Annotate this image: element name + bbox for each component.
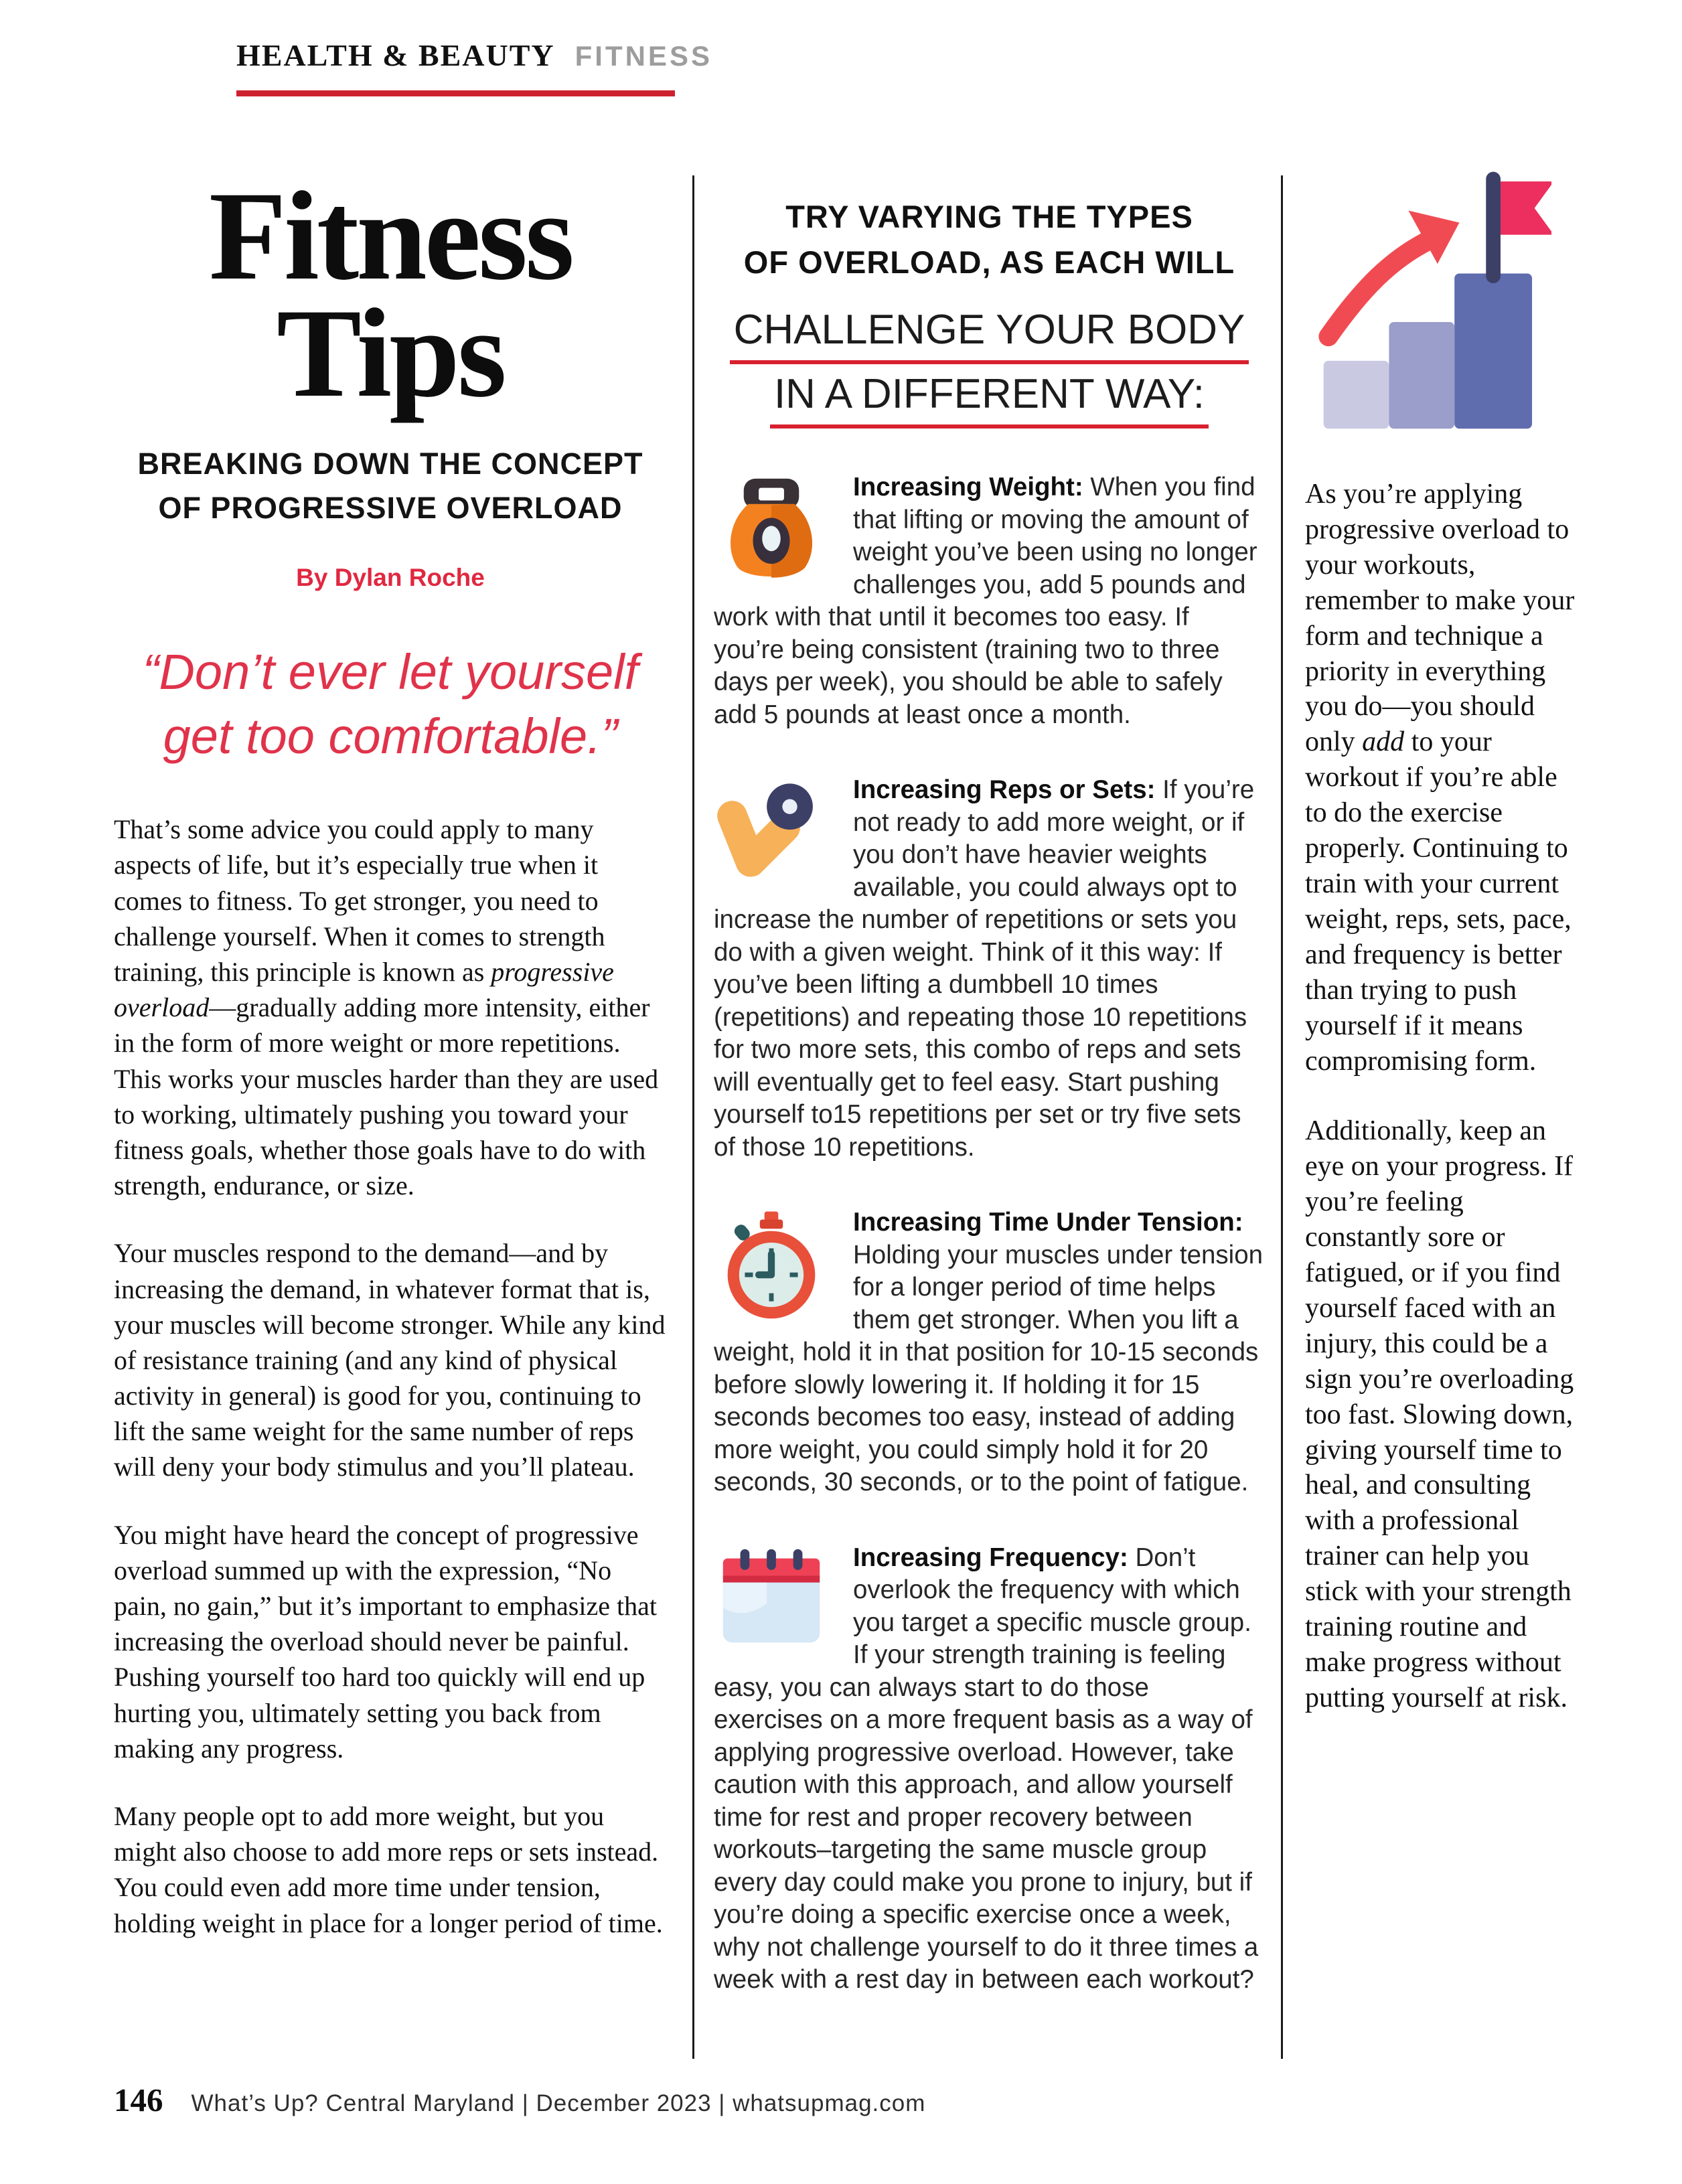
article-columns — [114, 166, 1580, 1997]
subtitle-line2: OF PROGRESSIVE OVERLOAD — [158, 490, 623, 525]
page-title-line2: Tips — [277, 283, 504, 424]
byline: By Dylan Roche — [296, 563, 485, 591]
category-label: FITNESS — [575, 40, 712, 72]
paragraph-italic-text: progressive overload — [114, 957, 614, 1023]
calendar-icon — [714, 1545, 829, 1660]
tip-text: Holding your muscles under tension for a longer period of time helps them get stronger. When you lift a weight, hold it in that position for 10-15 seconds before slowly lowering it. If holding it for 15 seconds becomes too easy, instead of adding more weight, you could simply hold it for 20 seconds, 30 seconds, or to the point of fatigue. — [714, 1240, 1264, 1497]
tip-text: If you’re not ready to add more weight, or if you don’t have heavier weights available, you could always opt to increase the number of repetitions or sets you do with a given weight. Think of it this way: If you’ve been lifting a dumbbell 10 times (repetitions) and repeating those 10 repetitions for two more sets, this combo of reps and sets will eventually get to feel easy. Start pushing yourself to15 repetitions per set or try five sets of those 10 repetitions. — [714, 775, 1255, 1162]
middle-header-bold-line2: OF OVERLOAD, AS EACH WILL — [743, 244, 1235, 281]
paragraph-italic-text: add — [1362, 726, 1405, 758]
paragraph-text: —gradually adding more intensity, either in the form of more weight or more repetitions. This works your muscles harder than they are used to working, ultimately pushing you toward your fitness goals, whether those goals have to do with strength, endurance, or size. — [114, 992, 659, 1201]
right-body-text — [1305, 477, 1580, 1716]
red-rule — [236, 90, 675, 96]
tip-increasing-weight — [714, 471, 1265, 731]
growth-stairs-icon — [1309, 165, 1551, 441]
article-subtitle — [114, 442, 667, 530]
footer-info: What’s Up? Central Maryland | December 2023 | whatsupmag.com — [191, 2090, 926, 2116]
pull-quote-line2: get too comfortable.” — [163, 708, 618, 765]
middle-header-light-line2: IN A DIFFERENT WAY: — [770, 374, 1209, 428]
page-number: 146 — [114, 2082, 163, 2118]
subtitle-line1: BREAKING DOWN THE CONCEPT — [137, 446, 643, 481]
middle-column — [694, 175, 1282, 1997]
middle-header-light — [714, 300, 1265, 428]
tip-text: When you find that lifting or moving the amount of weight you’ve been using no longer challenges you, add 5 pounds and work with that until it becomes too easy. If you’re being consistent (training two to three days per week), you should be able to safely add 5 pounds at least once a month. — [714, 473, 1257, 729]
left-paragraph-1 — [114, 811, 667, 1203]
paragraph-text: As you’re applying progressive overload to your workouts, remember to make your form and technique a priority in everything you do—you should only — [1305, 479, 1575, 758]
tip-increasing-time-under-tension — [714, 1206, 1265, 1499]
left-paragraph-2: Your muscles respond to the demand—and by increasing the demand, in whatever format that is, your muscles will become stronger. While any kind of resistance training (and any kind of physical activity in general) is good for you, continuing to lift the same weight for the same number of reps will deny your body stimulus and you’ll plateau. — [114, 1238, 666, 1482]
left-paragraph-4: Many people opt to add more weight, but you might also choose to add more reps or sets instead. You could even add more time under tension, holding weight in place for a longer period of time. — [114, 1800, 663, 1938]
left-body-text — [114, 811, 667, 1940]
middle-header-bold — [714, 194, 1265, 285]
right-column — [1282, 175, 1580, 1716]
left-column — [114, 166, 694, 1941]
pull-quote-line1: “Don’t ever let yourself — [142, 643, 639, 700]
pull-quote — [114, 640, 667, 769]
stopwatch-icon — [714, 1209, 829, 1324]
page-title-line1: Fitness — [209, 166, 572, 307]
tip-increasing-frequency — [714, 1542, 1265, 1997]
tip-label: Increasing Reps or Sets: — [853, 775, 1156, 805]
tip-label: Increasing Time Under Tension: — [853, 1208, 1243, 1237]
right-paragraph-2: Additionally, keep an eye on your progress. If you’re feeling constantly sore or fatigued, or if you find yourself faced with an injury, this could be a sign you’re overloading too fast. Slowing down, giving yourself time to heal, and consulting with a professional trainer can help you stick with your strength training routine and make progress without putting yourself at risk. — [1305, 1115, 1574, 1713]
middle-header-bold-line1: TRY VARYING THE TYPES — [785, 199, 1193, 234]
tip-label: Increasing Frequency: — [853, 1543, 1128, 1572]
flexed-arm-icon — [714, 777, 829, 892]
tip-text: Don’t overlook the frequency with which you target a specific muscle group. If your strength training is feeling easy, you can always start to do those exercises on a more frequent basis as a way of applying progressive overload. However, take caution with this approach, and allow yourself time for rest and proper recovery between workouts–targeting the same muscle group every day could make you prone to injury, but if you’re doing a specific exercise once a week, why not challenge yourself to do it three times a week with a rest day in between each workout? — [714, 1543, 1259, 1995]
middle-header-light-line1: CHALLENGE YOUR BODY — [730, 309, 1249, 364]
left-paragraph-3: You might have heard the concept of progressive overload summed up with the expression, “No pain, no gain,” but it’s important to emphasize that increasing the overload should never be painful. Pushing yourself too hard too quickly will end up hurting you, ultimately setting you back from making any progress. — [114, 1519, 657, 1764]
paragraph-text: That’s some advice you could apply to many aspects of life, but it’s especially true when it comes to fitness. To get stronger, you need to challenge yourself. When it comes to strength training, this principle is known as — [114, 814, 605, 987]
section-label: HEALTH & BEAUTY — [236, 38, 555, 72]
kettlebell-icon — [714, 474, 829, 589]
page-footer — [114, 2081, 925, 2119]
paragraph-text: to your workout if you’re able to do the exercise properly. Continuing to train with your current weight, reps, sets, pace, and frequency is better than trying to push yourself if it means compromising form. — [1305, 726, 1572, 1077]
tip-label: Increasing Weight: — [853, 473, 1083, 502]
right-paragraph-1 — [1305, 477, 1580, 1079]
eyebrow-header — [236, 37, 712, 96]
tip-increasing-reps-or-sets — [714, 774, 1265, 1164]
page-title — [114, 166, 667, 424]
